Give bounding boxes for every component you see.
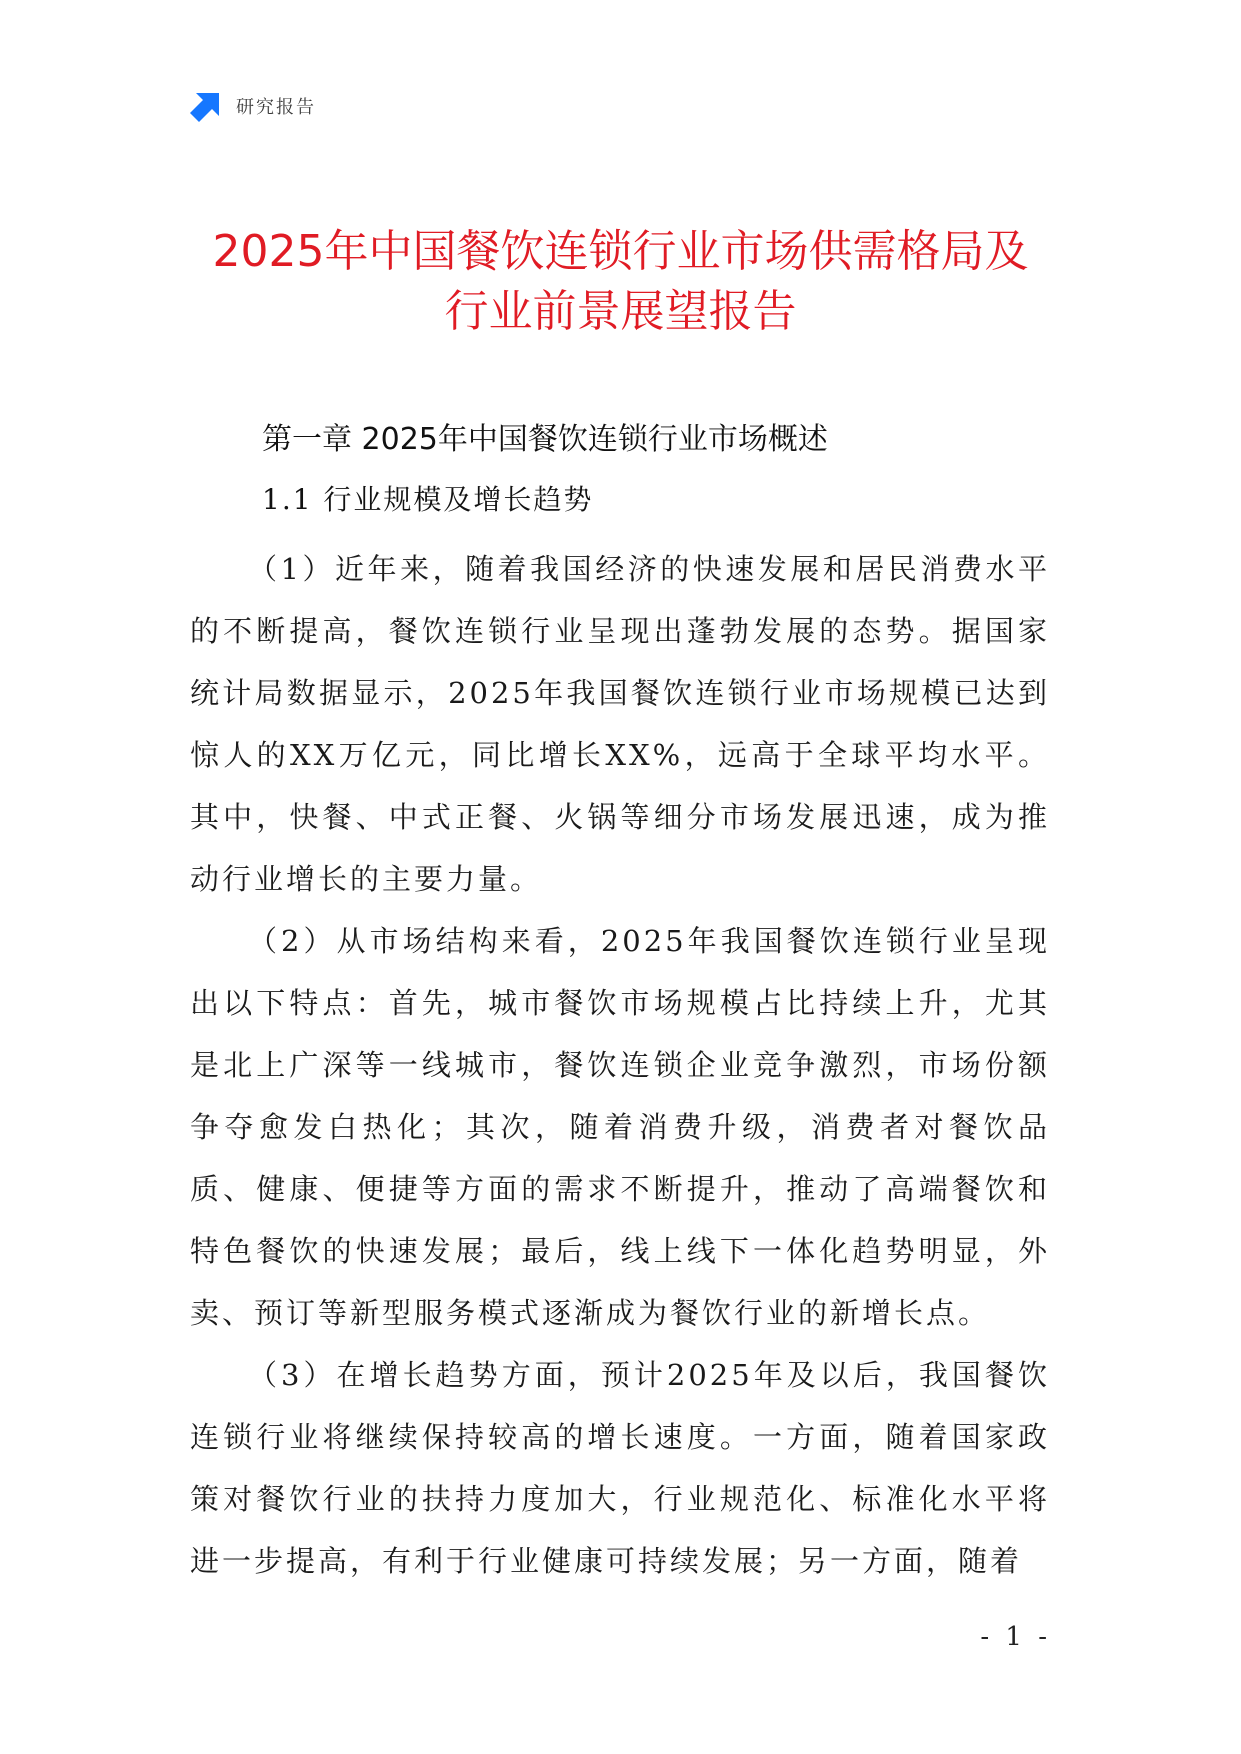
report-header <box>190 88 316 124</box>
page-number: - 1 - <box>980 1622 1051 1652</box>
paragraph-3: （3）在增长趋势方面，预计2025年及以后，我国餐饮连锁行业将继续保持较高的增长速度。一方面，随着国家政策对餐饮行业的扶持力度加大，行业规范化、标准化水平将进一步提高，有利于行业健康可持续发展；另一方面，随着 <box>190 1358 1050 1578</box>
title-line-1: 2025年中国餐饮连锁行业市场供需格局及 <box>212 226 1029 277</box>
title-line-2: 行业前景展望报告 <box>444 286 797 337</box>
chapter-heading: 第一章 2025年中国餐饮连锁行业市场概述 <box>262 422 828 457</box>
header-label: 研究报告 <box>236 97 316 118</box>
body-text <box>190 538 1050 1592</box>
paragraph-1: （1）近年来，随着我国经济的快速发展和居民消费水平的不断提高，餐饮连锁行业呈现出蓬勃发展的态势。据国家统计局数据显示，2025年我国餐饮连锁行业市场规模已达到惊人的XX万亿元，同比增长XX%，远高于全球平均水平。其中，快餐、中式正餐、火锅等细分市场发展迅速，成为推动行业增长的主要力量。 <box>190 552 1050 896</box>
section-heading: 1.1 行业规模及增长趋势 <box>262 483 594 516</box>
arrow-up-right-icon <box>190 90 222 122</box>
document-title <box>140 222 1101 342</box>
paragraph-2: （2）从市场结构来看，2025年我国餐饮连锁行业呈现出以下特点：首先，城市餐饮市场规模占比持续上升，尤其是北上广深等一线城市，餐饮连锁企业竞争激烈，市场份额争夺愈发白热化；其次，随着消费升级，消费者对餐饮品质、健康、便捷等方面的需求不断提升，推动了高端餐饮和特色餐饮的快速发展；最后，线上线下一体化趋势明显，外卖、预订等新型服务模式逐渐成为餐饮行业的新增长点。 <box>190 924 1050 1330</box>
